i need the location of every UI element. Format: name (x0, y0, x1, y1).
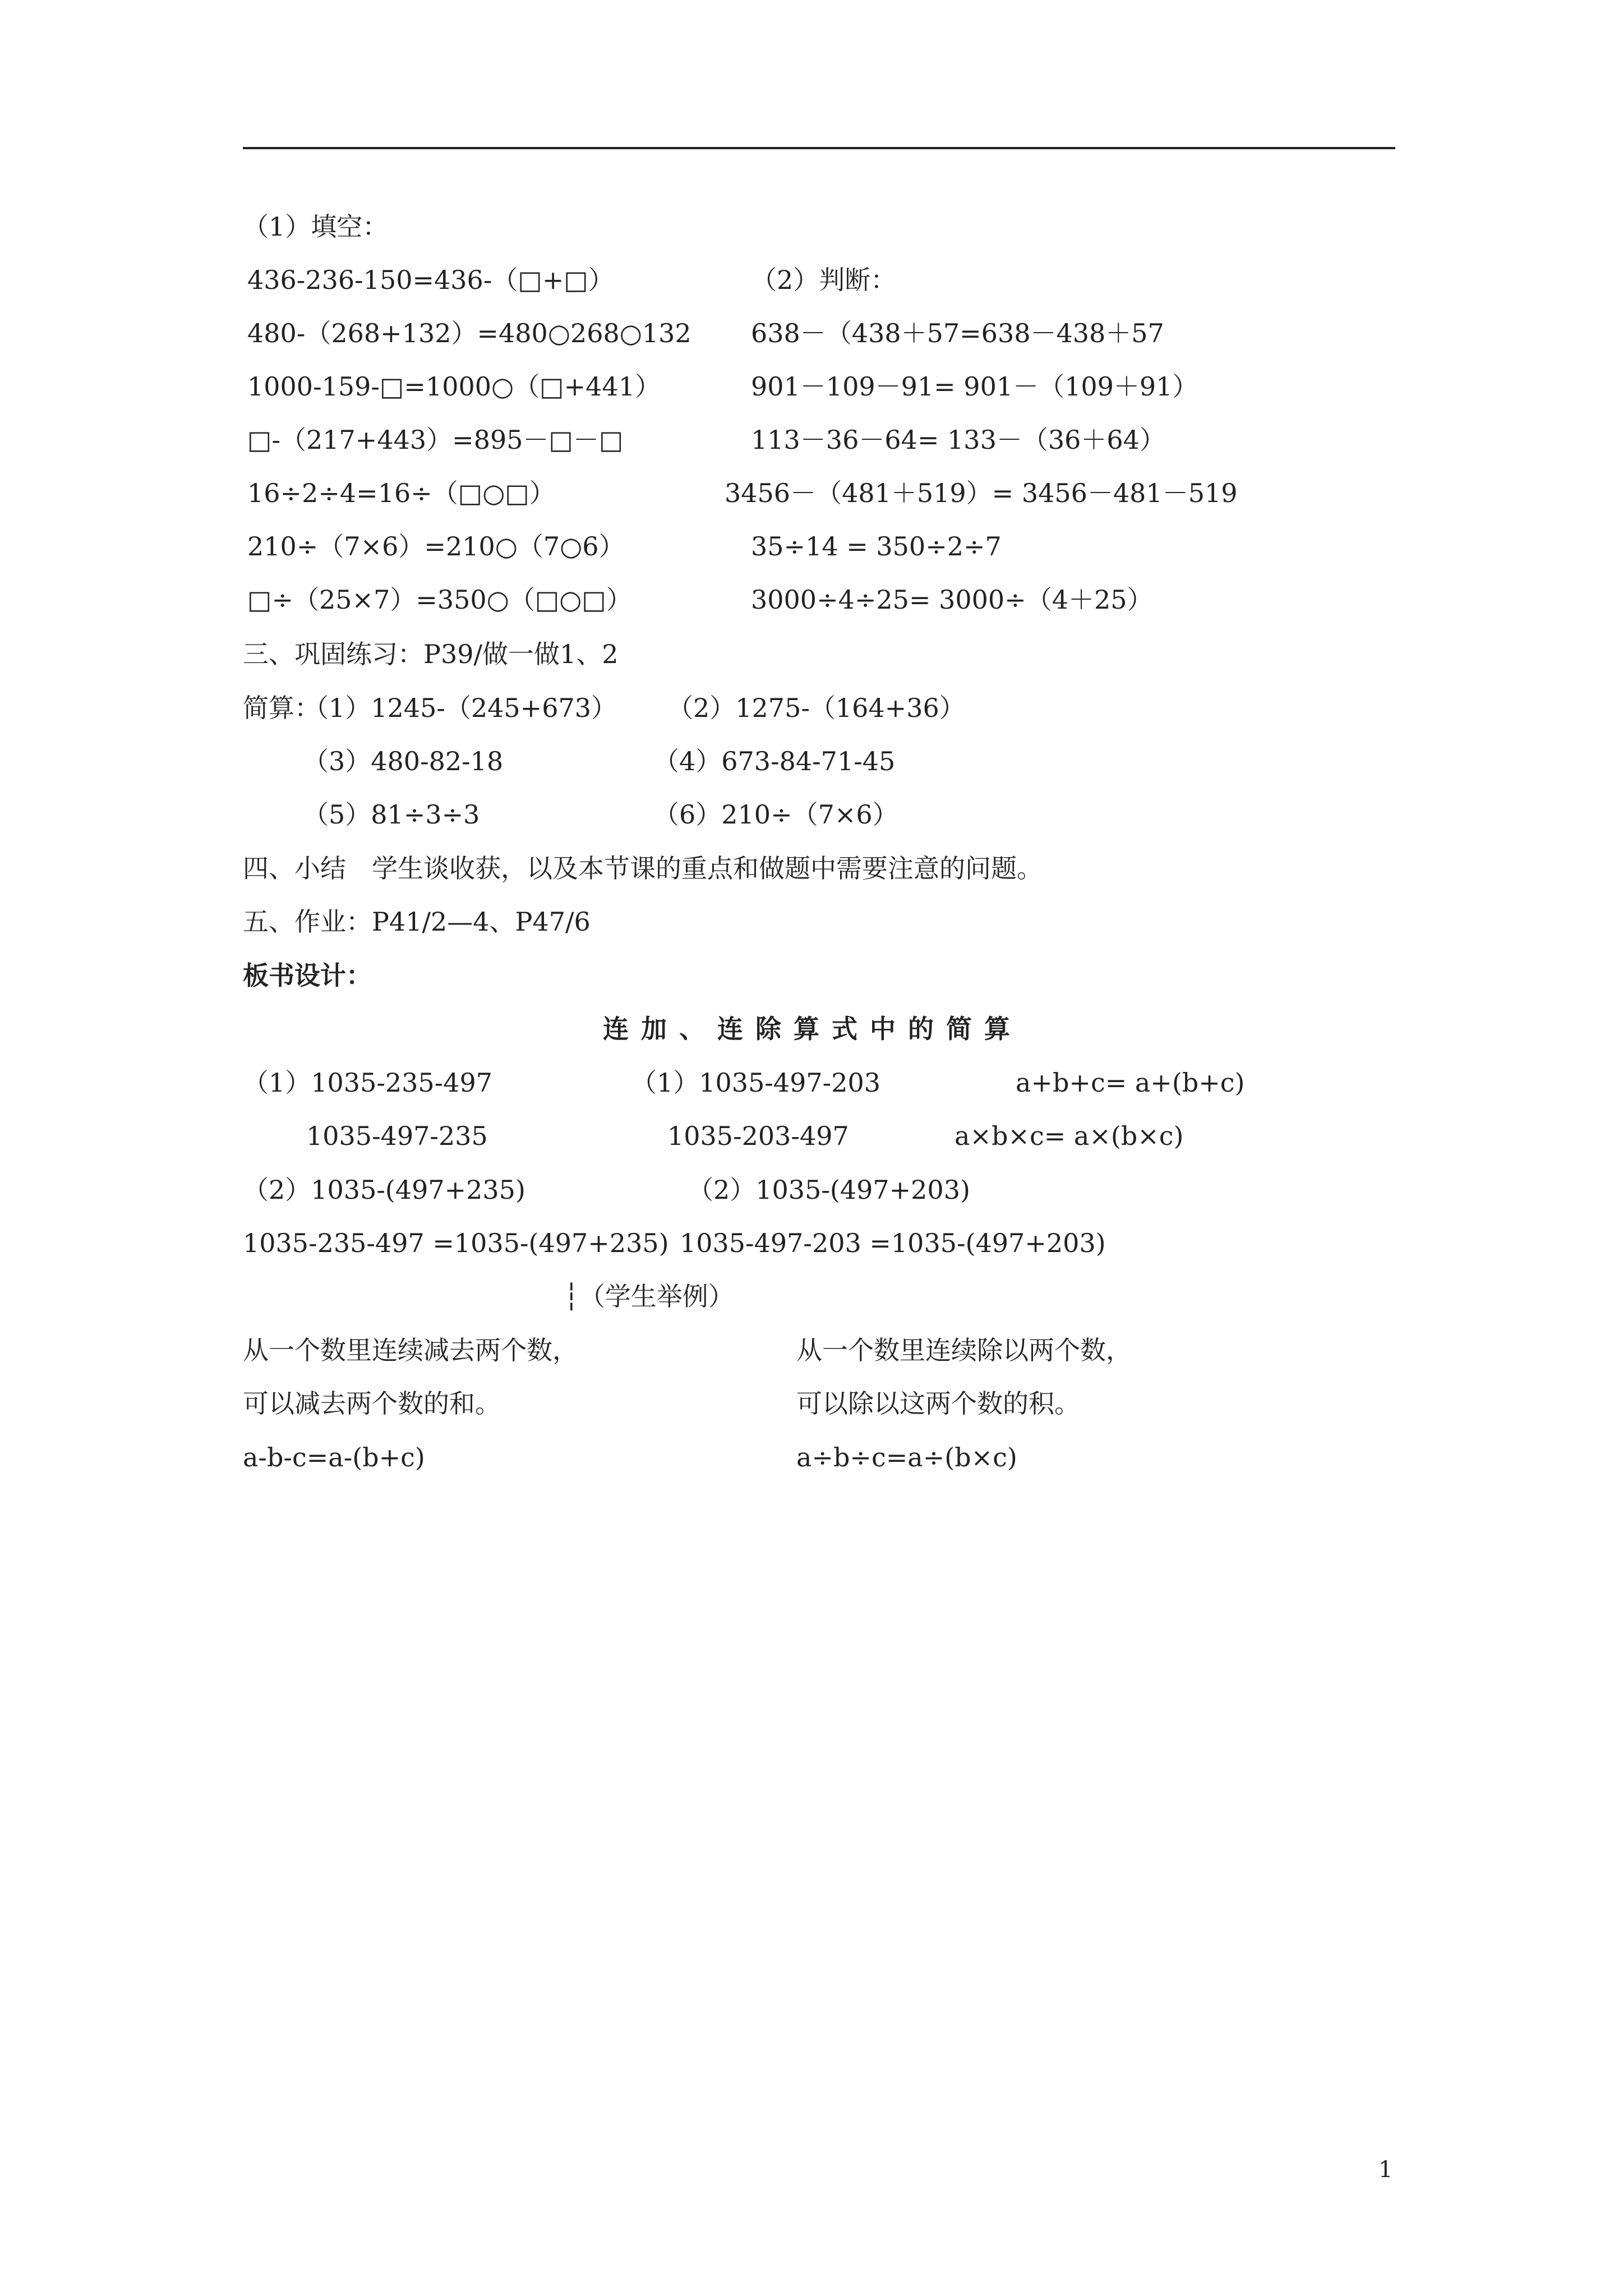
judge-item: 113－36－64= 133－（36＋64） (751, 425, 1165, 455)
fill-blank-item: 1000-159-□=1000○（□+441） (247, 371, 661, 402)
practice-item: （4）673-84-71-45 (653, 746, 896, 776)
board-line: （2）1035-(497+235) (243, 1175, 525, 1205)
fill-blank-heading: （1）填空： (243, 211, 389, 242)
page-number: 1 (1378, 2157, 1393, 2183)
rule-left-line: 从一个数里连续减去两个数， (243, 1335, 578, 1365)
practice-item: （2）1275-（164+36） (667, 693, 965, 723)
rule-right-formula: a÷b÷c=a÷(b×c) (796, 1442, 1017, 1473)
fill-blank-item: 480-（268+132）=480○268○132 (247, 318, 691, 348)
board-line: 1035-203-497 (667, 1121, 849, 1151)
rule-left-line: 可以减去两个数的和。 (243, 1388, 501, 1419)
judge-item: 901－109－91= 901－（109＋91） (751, 371, 1198, 402)
practice-item: （6）210÷（7×6） (653, 799, 898, 830)
fill-blank-item: □-（217+443）=895－□－□ (247, 425, 624, 455)
board-heading: 板书设计： (243, 960, 372, 991)
rule-right-line: 从一个数里连续除以两个数， (796, 1335, 1132, 1365)
fill-blank-item: □÷（25×7）=350○（□○□） (247, 585, 632, 615)
practice-label: 简算： (243, 693, 320, 723)
practice-item: （3）480-82-18 (303, 746, 504, 776)
board-line: 1035-497-203 =1035-(497+203) (680, 1228, 1106, 1258)
board-formula: a+b+c= a+(b+c) (1016, 1068, 1245, 1098)
header-rule (243, 147, 1395, 149)
judge-item: 3456－（481＋519）= 3456－481－519 (725, 478, 1238, 508)
board-note: ┆（学生举例） (564, 1281, 734, 1312)
board-line: （1）1035-497-203 (631, 1068, 881, 1098)
board-line: 1035-235-497 =1035-(497+235) (243, 1228, 669, 1258)
board-formula: a×b×c= a×(b×c) (955, 1121, 1184, 1151)
judge-item: 35÷14 = 350÷2÷7 (751, 531, 1002, 562)
board-line: （1）1035-235-497 (243, 1068, 493, 1098)
summary-line: 四、小结 学生谈收获，以及本节课的重点和做题中需要注意的问题。 (243, 853, 1043, 884)
fill-blank-item: 436-236-150=436-（□+□） (247, 265, 614, 295)
practice-item: （1）1245-（245+673） (303, 693, 617, 723)
board-line: （2）1035-(497+203) (688, 1175, 970, 1205)
homework-line: 五、作业：P41/2—4、P47/6 (243, 907, 591, 937)
judge-heading: （2）判断： (751, 265, 897, 295)
rule-right-line: 可以除以这两个数的积。 (796, 1388, 1080, 1419)
practice-item: （5）81÷3÷3 (303, 799, 480, 830)
rule-left-formula: a-b-c=a-(b+c) (243, 1442, 425, 1473)
practice-heading: 三、巩固练习：P39/做一做1、2 (243, 639, 619, 669)
fill-blank-item: 210÷（7×6）=210○（7○6） (247, 531, 625, 562)
judge-item: 3000÷4÷25= 3000÷（4＋25） (751, 585, 1153, 615)
fill-blank-item: 16÷2÷4=16÷（□○□） (247, 478, 555, 508)
judge-item: 638－（438＋57=638－438＋57 (751, 318, 1164, 348)
board-title: 连加、连除算式中的简算 (603, 1014, 1022, 1044)
board-line: 1035-497-235 (306, 1121, 488, 1151)
